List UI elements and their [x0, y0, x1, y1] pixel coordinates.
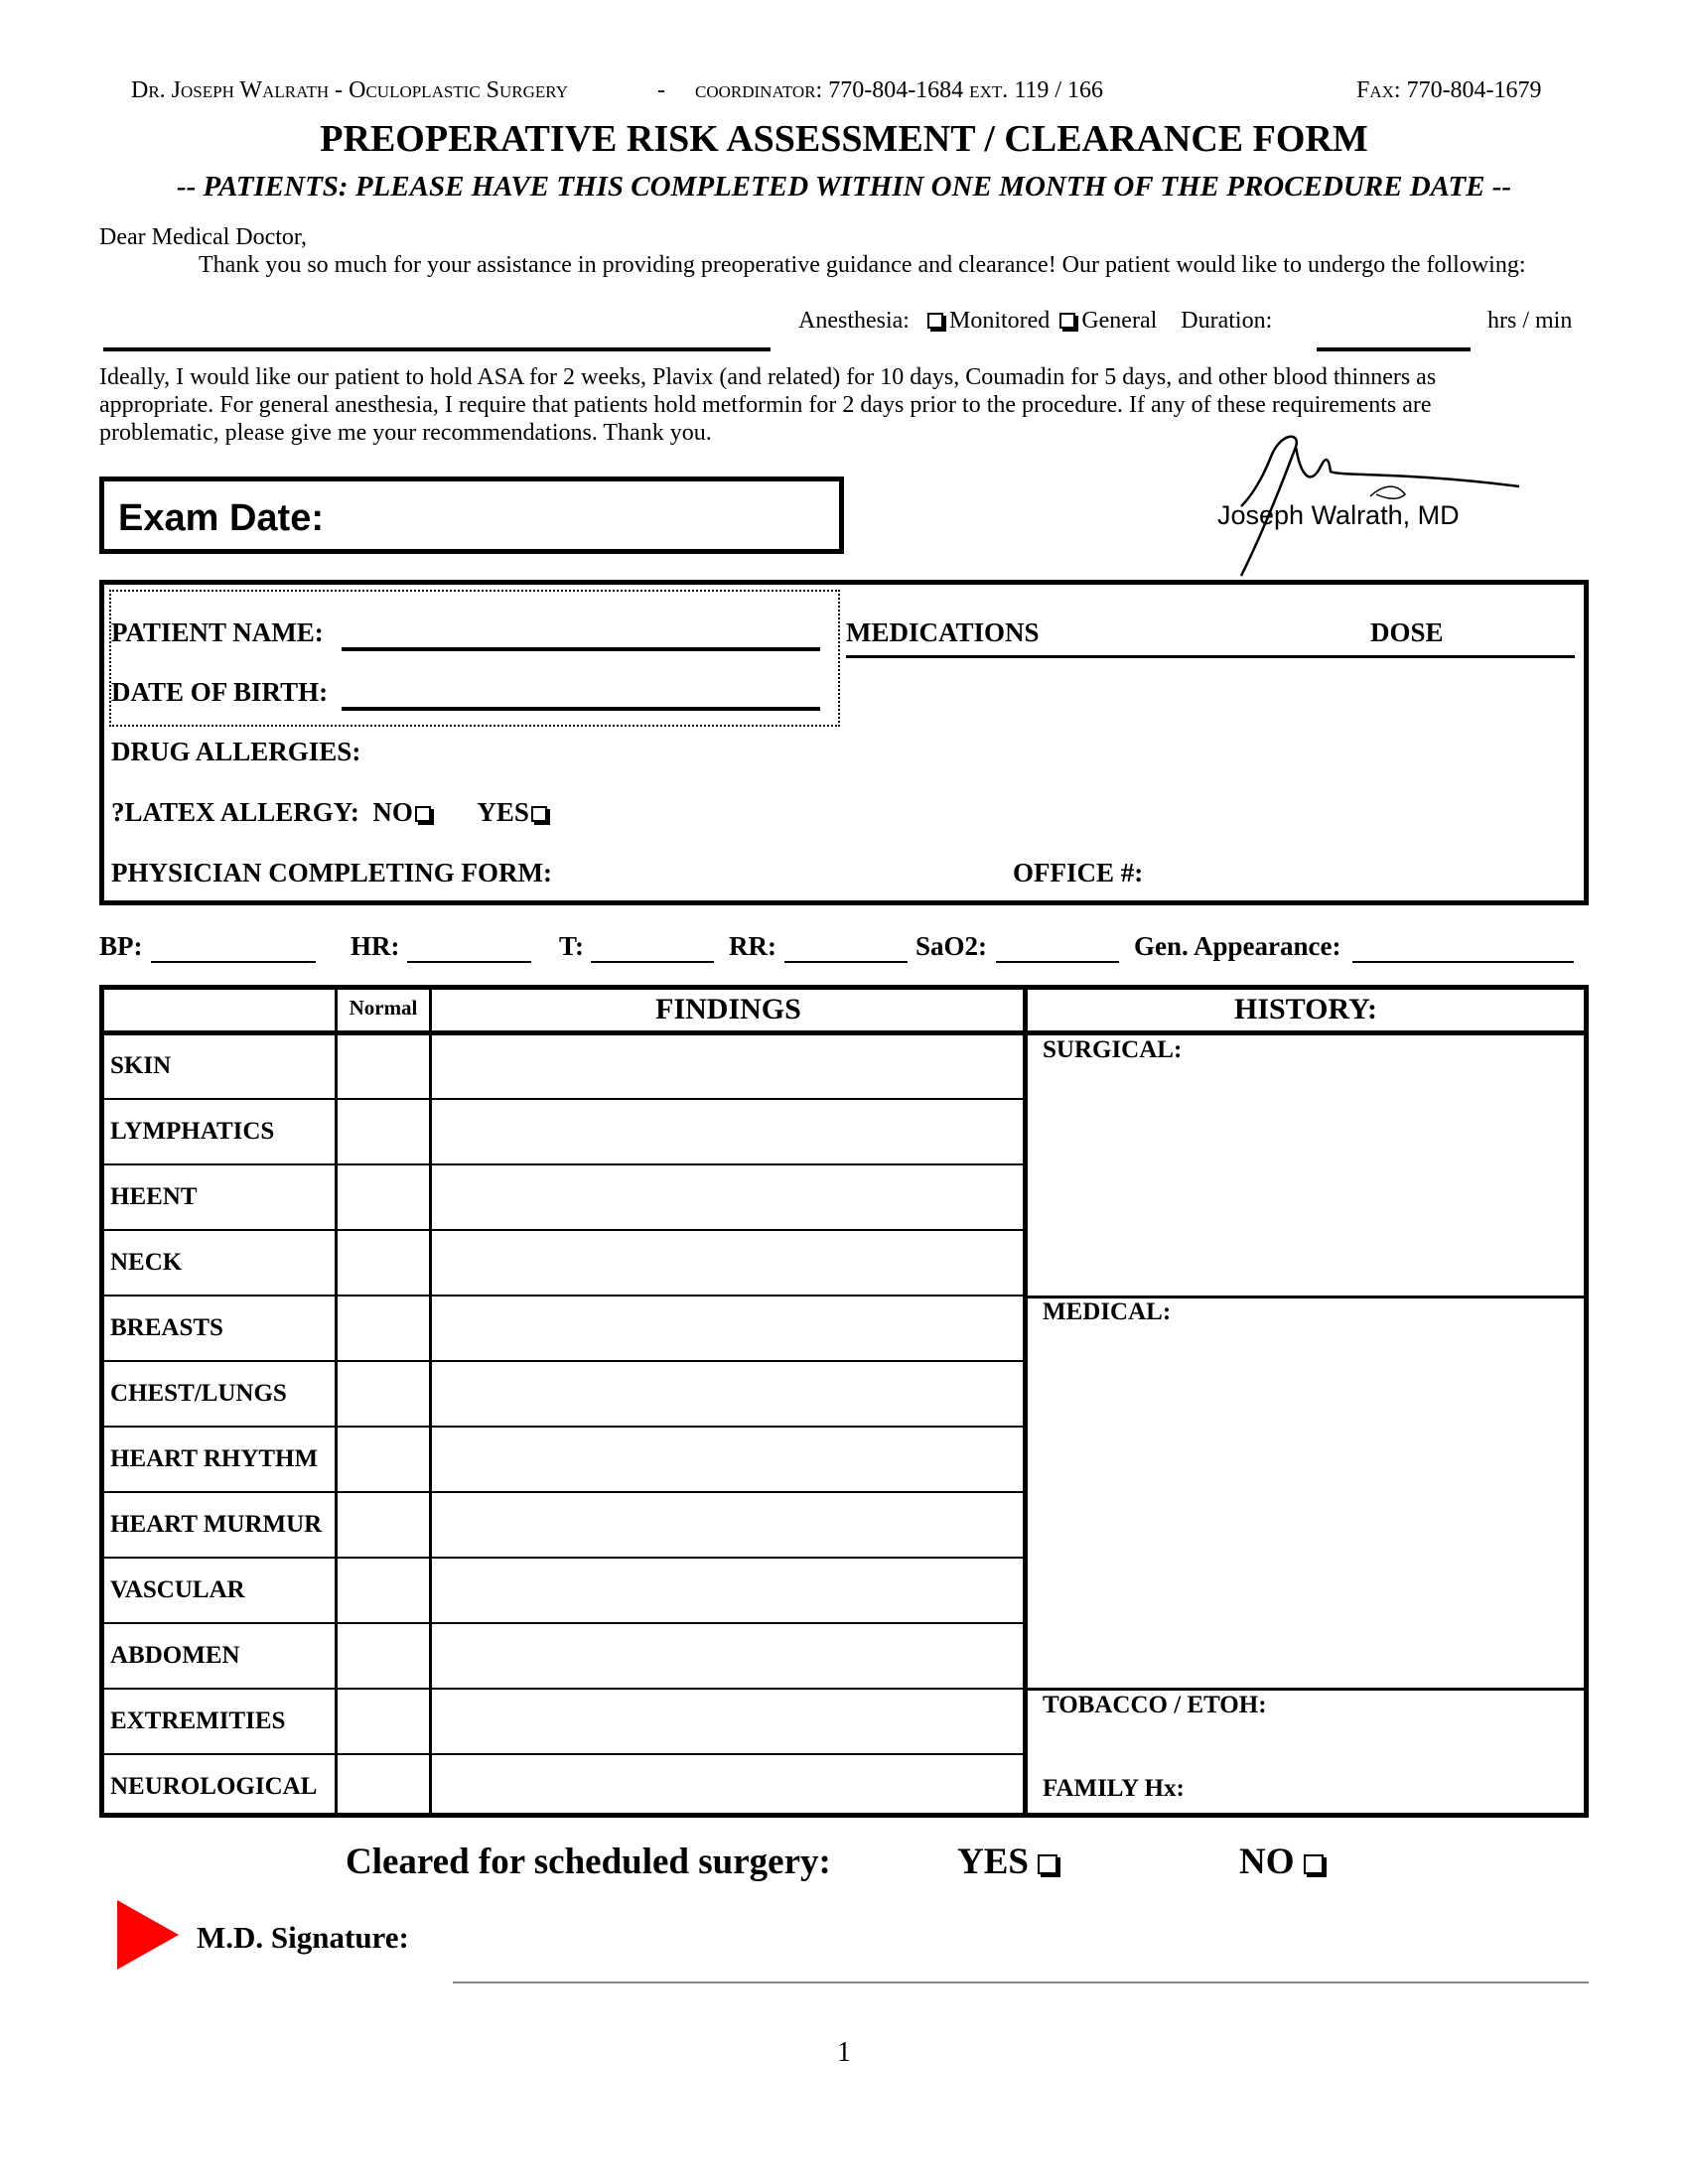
exam-row-label: NECK [110, 1249, 183, 1276]
exam-row-normal-cell[interactable] [340, 1233, 427, 1291]
dob-label: DATE OF BIRTH: [111, 677, 329, 707]
exam-row-findings-cell[interactable] [434, 1757, 1020, 1815]
physician-label: PHYSICIAN COMPLETING FORM: [111, 858, 552, 887]
duration-label: Duration: [1181, 308, 1273, 334]
exam-row-normal-cell[interactable] [340, 1167, 427, 1225]
appearance-label: Gen. Appearance: [1134, 931, 1341, 961]
header-coordinator: coordinator: 770-804-1684 ext. 119 / 166 [695, 77, 1104, 103]
clearance-yes [957, 1841, 1063, 1883]
clearance-no-checkbox[interactable] [1304, 1854, 1324, 1874]
exam-row-normal-cell[interactable] [340, 1298, 427, 1356]
patient-name-line[interactable] [342, 647, 820, 651]
family-label: FAMILY Hx: [1043, 1775, 1185, 1802]
exam-row-label: LYMPHATICS [110, 1118, 275, 1145]
appearance-line[interactable] [1352, 961, 1574, 963]
exam-date-box[interactable] [99, 477, 844, 554]
latex-no-checkbox[interactable] [415, 806, 431, 822]
findings-header: FINDINGS [655, 993, 801, 1025]
exam-row-normal-cell[interactable] [340, 1626, 427, 1684]
clearance-question: Cleared for scheduled surgery: [346, 1842, 831, 1882]
duration-units: hrs / min [1487, 308, 1573, 334]
rr-label: RR: [729, 931, 776, 961]
exam-row-label: SKIN [110, 1052, 172, 1079]
history-header: HISTORY: [1233, 993, 1377, 1025]
t-label: T: [559, 931, 584, 961]
exam-row-normal-cell[interactable] [340, 1561, 427, 1618]
exam-row-normal-cell[interactable] [340, 1692, 427, 1749]
exam-row-normal-cell[interactable] [340, 1102, 427, 1160]
surgical-label: SURGICAL: [1043, 1036, 1183, 1063]
exam-row-findings-cell[interactable] [434, 1233, 1020, 1291]
exam-date-label: Exam Date: [118, 497, 324, 539]
exam-row-divider [99, 1098, 1028, 1100]
md-signature-line[interactable] [453, 1981, 1589, 1983]
t-line[interactable] [591, 961, 714, 963]
sao2-label: SaO2: [915, 931, 988, 961]
instructions: Ideally, I would like our patient to hold ASA for 2 weeks, Plavix (and related) for 10 days, Coumadin for 5 days, and other blood thinners as appropriate. For general anesthesia, I require that patients hold metformin for 2 days prior to the procedure. If any of these requirements are problematic, please give me your recommendations. Thank you. [99, 364, 1437, 446]
table-col-divider-1 [335, 985, 338, 1818]
clearance-yes-checkbox[interactable] [1038, 1854, 1057, 1874]
exam-row-findings-cell[interactable] [434, 1036, 1020, 1094]
exam-row-divider [99, 1688, 1028, 1690]
history-divider-2 [1023, 1688, 1589, 1691]
header-dash: - [657, 77, 665, 103]
anesthesia-row [798, 308, 1272, 335]
rr-line[interactable] [784, 961, 908, 963]
monitored-label: Monitored [948, 308, 1051, 334]
exam-row-normal-cell[interactable] [340, 1495, 427, 1553]
signature-name: Joseph Walrath, MD [1217, 500, 1460, 530]
exam-row-label: VASCULAR [110, 1576, 245, 1603]
form-title: PREOPERATIVE RISK ASSESSMENT / CLEARANCE FORM [320, 118, 1368, 160]
exam-row-label: CHEST/LUNGS [110, 1380, 287, 1407]
exam-row-label: ABDOMEN [110, 1642, 240, 1669]
medical-label: MEDICAL: [1043, 1298, 1172, 1325]
exam-row-findings-cell[interactable] [434, 1102, 1020, 1160]
exam-row-label: NEUROLOGICAL [110, 1773, 318, 1800]
exam-row-findings-cell[interactable] [434, 1430, 1020, 1487]
page-number: 1 [837, 2037, 851, 2068]
clearance-yes-label: YES [957, 1842, 1029, 1882]
exam-row-divider [99, 1426, 1028, 1428]
exam-row-findings-cell[interactable] [434, 1626, 1020, 1684]
general-label: General [1081, 308, 1158, 334]
exam-row-findings-cell[interactable] [434, 1364, 1020, 1422]
exam-row-label: EXTREMITIES [110, 1707, 286, 1734]
exam-row-label: HEART RHYTHM [110, 1445, 319, 1472]
table-header-divider [99, 1030, 1028, 1035]
exam-row-divider [99, 1163, 1028, 1165]
dob-line[interactable] [342, 707, 820, 711]
exam-row-divider [99, 1360, 1028, 1362]
exam-row-label: HEART MURMUR [110, 1511, 323, 1538]
exam-row-divider [99, 1491, 1028, 1493]
drug-allergies-label: DRUG ALLERGIES: [111, 737, 361, 766]
history-header-divider [1023, 1030, 1589, 1035]
exam-row-divider [99, 1622, 1028, 1624]
md-signature-label: M.D. Signature: [197, 1920, 409, 1955]
exam-row-findings-cell[interactable] [434, 1298, 1020, 1356]
medications-header: MEDICATIONS [846, 617, 1040, 647]
exam-row-divider [99, 1753, 1028, 1755]
exam-row-findings-cell[interactable] [434, 1561, 1020, 1618]
latex-yes-checkbox[interactable] [531, 806, 547, 822]
latex-yes-label: YES [477, 797, 529, 827]
header-doctor: Dr. Joseph Walrath - Oculoplastic Surgery [131, 77, 568, 103]
form-subtitle: -- PATIENTS: PLEASE HAVE THIS COMPLETED WITHIN ONE MONTH OF THE PROCEDURE DATE -- [176, 171, 1512, 203]
letter-intro: Thank you so much for your assistance in providing preoperative guidance and clearance! Our patient would like to undergo the following: [199, 252, 1526, 278]
exam-row-divider [99, 1229, 1028, 1231]
normal-header: Normal [349, 996, 418, 1020]
tobacco-label: TOBACCO / ETOH: [1043, 1692, 1267, 1718]
general-checkbox[interactable] [1059, 313, 1075, 329]
monitored-checkbox[interactable] [927, 313, 943, 329]
exam-row-normal-cell[interactable] [340, 1364, 427, 1422]
exam-row-label: BREASTS [110, 1314, 223, 1341]
exam-row-findings-cell[interactable] [434, 1692, 1020, 1749]
header-fax: Fax: 770-804-1679 [1356, 77, 1542, 103]
exam-row-findings-cell[interactable] [434, 1167, 1020, 1225]
duration-line[interactable] [1317, 347, 1471, 351]
exam-row-normal-cell[interactable] [340, 1430, 427, 1487]
hr-line[interactable] [407, 961, 531, 963]
hr-label: HR: [351, 931, 400, 961]
exam-row-divider [99, 1557, 1028, 1559]
clearance-no [1239, 1841, 1330, 1883]
office-label: OFFICE #: [1013, 858, 1144, 887]
salutation: Dear Medical Doctor, [99, 224, 307, 250]
exam-row-normal-cell[interactable] [340, 1757, 427, 1815]
exam-row-normal-cell[interactable] [340, 1036, 427, 1094]
bp-line[interactable] [151, 961, 316, 963]
exam-row-findings-cell[interactable] [434, 1495, 1020, 1553]
anesthesia-label: Anesthesia: [798, 308, 910, 334]
medications-underline [846, 655, 1575, 658]
patient-name-label: PATIENT NAME: [111, 617, 324, 647]
sao2-line[interactable] [996, 961, 1119, 963]
latex-no-label: NO [372, 797, 413, 827]
exam-row-divider [99, 1295, 1028, 1297]
latex-label: ?LATEX ALLERGY: [111, 797, 359, 827]
clearance-no-label: NO [1239, 1842, 1295, 1882]
red-arrow-icon [117, 1900, 181, 1970]
bp-label: BP: [99, 931, 143, 961]
procedure-line[interactable] [103, 347, 771, 351]
table-col-divider-2 [429, 985, 432, 1818]
latex-row [111, 797, 553, 828]
exam-row-label: HEENT [110, 1183, 198, 1210]
dose-header: DOSE [1370, 617, 1444, 647]
